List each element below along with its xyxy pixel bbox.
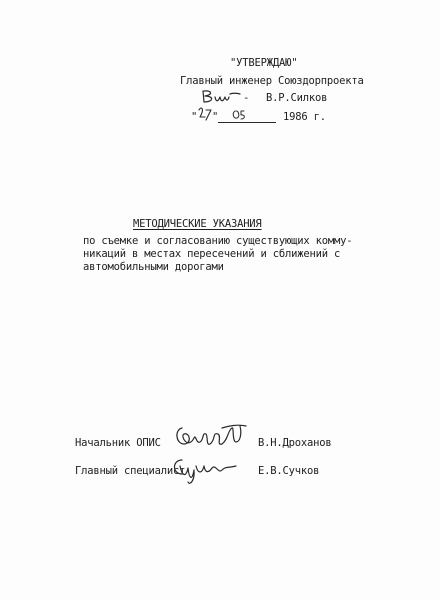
- date-quote-close: ": [212, 111, 219, 123]
- document-subtitle-line: по съемке и согласованию существующих комму-: [83, 235, 353, 247]
- document-title: МЕТОДИЧЕСКИЕ УКАЗАНИЯ: [133, 218, 262, 230]
- document-subtitle-line: автомобильными дорогами: [83, 261, 224, 273]
- approver-name: В.Р.Силков: [266, 92, 328, 104]
- approval-stamp-title: "УТВЕРЖДАЮ": [230, 57, 298, 69]
- date-underline: [218, 122, 276, 123]
- approval-dash: -: [243, 92, 250, 104]
- signatory-signature: [172, 420, 252, 456]
- signatory-name: Е.В.Сучков: [258, 465, 320, 477]
- signatory-position: Главный специалист: [75, 465, 186, 477]
- approver-position: Главный инженер Союздорпроекта: [180, 75, 364, 87]
- date-year: 1986 г.: [283, 111, 326, 123]
- signatory-signature: [168, 452, 240, 486]
- signatory-name: В.Н.Дроханов: [258, 437, 332, 449]
- signatory-position: Начальник ОПИС: [75, 437, 161, 449]
- date-quote-open: ": [191, 111, 198, 123]
- document-subtitle-line: никаций в местах пересечений и сближений с: [83, 248, 341, 260]
- approver-signature: [200, 88, 244, 106]
- handwritten-day: [197, 105, 213, 123]
- handwritten-month: [232, 107, 254, 121]
